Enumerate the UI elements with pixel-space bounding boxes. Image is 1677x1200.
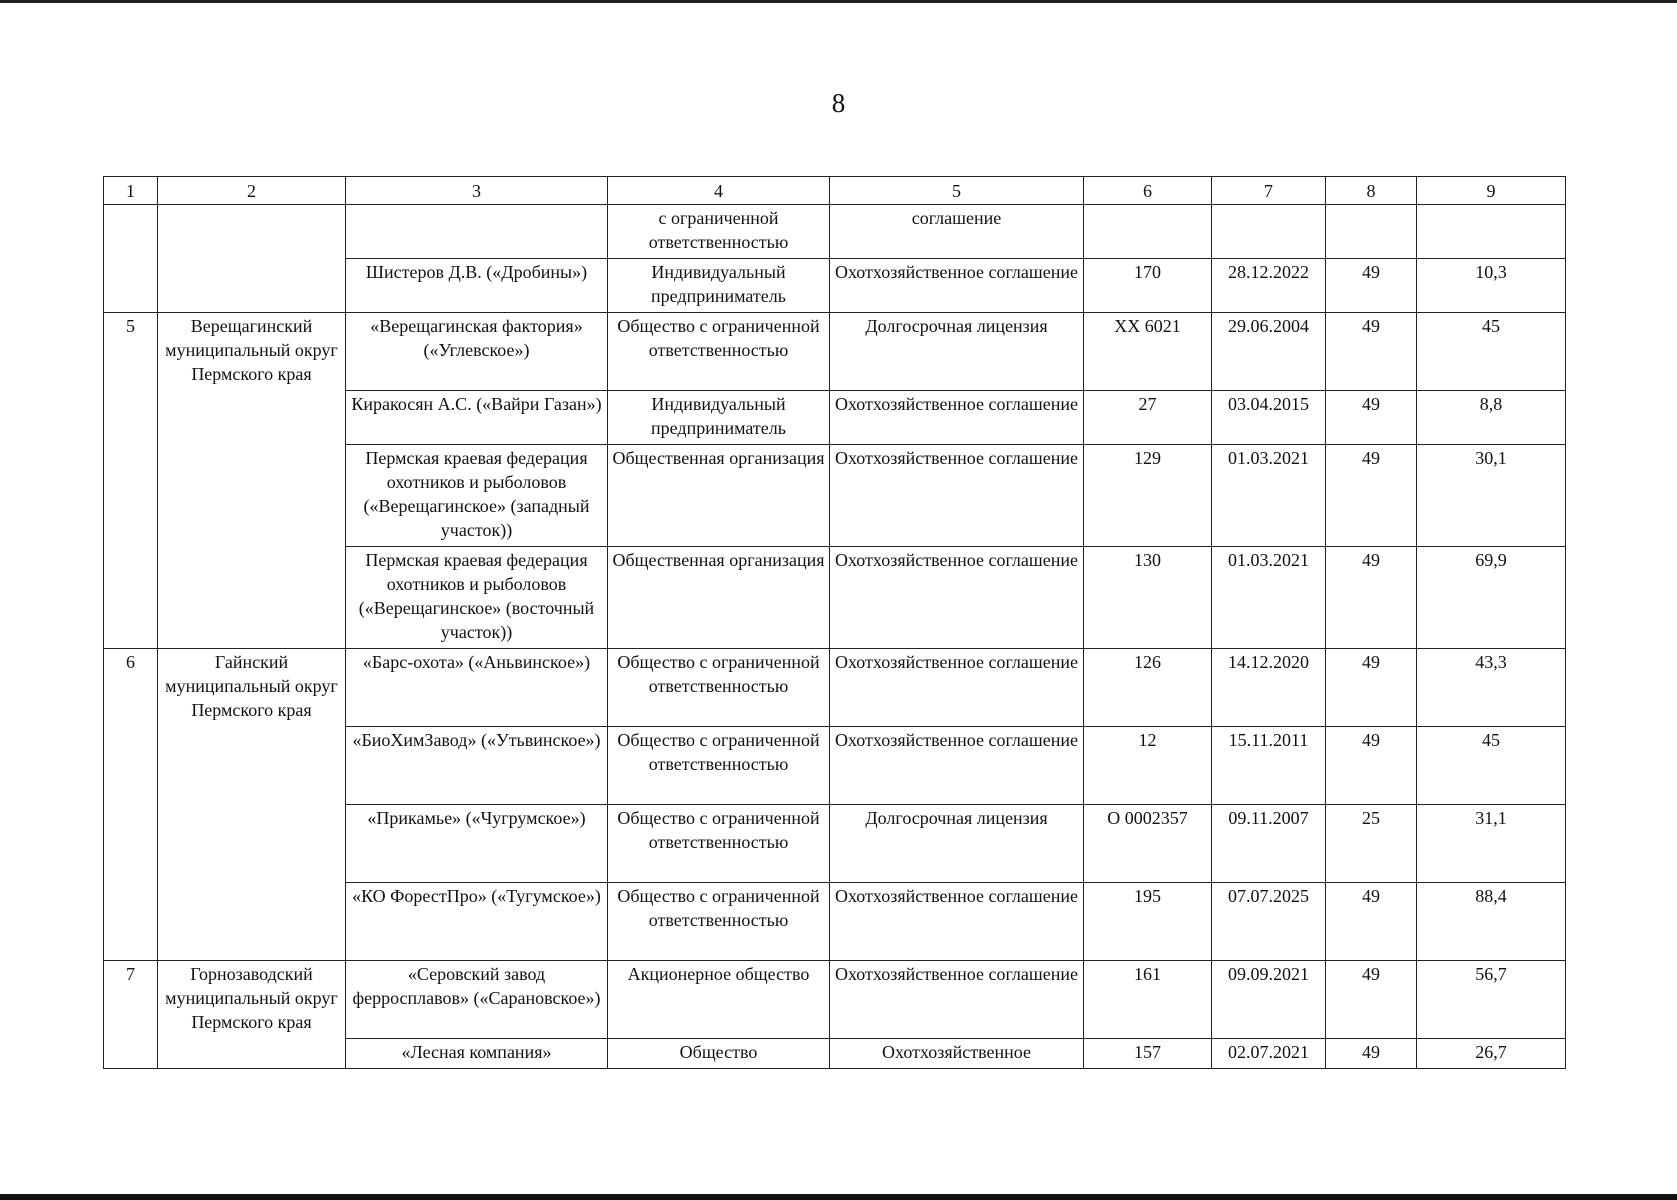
term-cell: 49	[1326, 445, 1417, 547]
document-type-cell: Охотхозяйственное соглашение	[830, 649, 1084, 727]
legal-form-cell: Общество	[608, 1039, 830, 1069]
document-number-cell: О 0002357	[1084, 805, 1212, 883]
column-header: 6	[1084, 177, 1212, 205]
legal-form-cell: с ограниченной ответственностью	[608, 205, 830, 259]
area-cell: 8,8	[1417, 391, 1566, 445]
term-cell: 49	[1326, 961, 1417, 1039]
legal-form-cell: Общественная организация	[608, 445, 830, 547]
district-cell: Гайнский муниципальный округ Пермского края	[158, 649, 346, 961]
column-header: 9	[1417, 177, 1566, 205]
document-date-cell: 14.12.2020	[1212, 649, 1326, 727]
area-cell: 10,3	[1417, 259, 1566, 313]
column-header: 7	[1212, 177, 1326, 205]
document-type-cell: Охотхозяйственное соглашение	[830, 391, 1084, 445]
user-name-cell: Пермская краевая федерация охотников и рыболовов («Верещагинское» (восточный участок))	[346, 547, 608, 649]
area-cell: 43,3	[1417, 649, 1566, 727]
row-number-cell: 6	[104, 649, 158, 961]
district-cell: Горнозаводский муниципальный округ Пермского края	[158, 961, 346, 1069]
row-number-cell	[104, 205, 158, 313]
term-cell: 49	[1326, 1039, 1417, 1069]
document-date-cell	[1212, 205, 1326, 259]
user-name-cell: «Лесная компания»	[346, 1039, 608, 1069]
user-name-cell: «Верещагинская фактория» («Углевское»)	[346, 313, 608, 391]
document-number-cell: ХХ 6021	[1084, 313, 1212, 391]
scan-top-edge	[0, 0, 1677, 3]
district-cell: Верещагинский муниципальный округ Пермского края	[158, 313, 346, 649]
document-number-cell: 157	[1084, 1039, 1212, 1069]
document-number-cell: 130	[1084, 547, 1212, 649]
document-number-cell: 129	[1084, 445, 1212, 547]
district-cell	[158, 205, 346, 313]
area-cell: 45	[1417, 313, 1566, 391]
term-cell: 49	[1326, 313, 1417, 391]
document-date-cell: 02.07.2021	[1212, 1039, 1326, 1069]
legal-form-cell: Индивидуальный предприниматель	[608, 259, 830, 313]
column-header: 3	[346, 177, 608, 205]
document-number-cell: 195	[1084, 883, 1212, 961]
document-date-cell: 09.11.2007	[1212, 805, 1326, 883]
term-cell: 49	[1326, 649, 1417, 727]
registry-table	[103, 176, 1566, 1069]
user-name-cell: «Серовский завод ферросплавов» («Сарановское»)	[346, 961, 608, 1039]
document-date-cell: 07.07.2025	[1212, 883, 1326, 961]
column-header: 4	[608, 177, 830, 205]
term-cell: 49	[1326, 259, 1417, 313]
area-cell	[1417, 205, 1566, 259]
scan-bottom-edge	[0, 1194, 1677, 1200]
document-date-cell: 15.11.2011	[1212, 727, 1326, 805]
legal-form-cell: Индивидуальный предприниматель	[608, 391, 830, 445]
user-name-cell: Пермская краевая федерация охотников и рыболовов («Верещагинское» (западный участок))	[346, 445, 608, 547]
document-date-cell: 01.03.2021	[1212, 547, 1326, 649]
row-number-cell: 5	[104, 313, 158, 649]
legal-form-cell: Общество с ограниченной ответственностью	[608, 883, 830, 961]
row-number-cell: 7	[104, 961, 158, 1069]
term-cell: 49	[1326, 391, 1417, 445]
document-date-cell: 01.03.2021	[1212, 445, 1326, 547]
table-row	[104, 205, 1566, 259]
user-name-cell	[346, 205, 608, 259]
user-name-cell: Шистеров Д.В. («Дробины»)	[346, 259, 608, 313]
user-name-cell: «Барс-охота» («Аньвинское»)	[346, 649, 608, 727]
document-type-cell: Охотхозяйственное соглашение	[830, 547, 1084, 649]
document-type-cell: Охотхозяйственное соглашение	[830, 883, 1084, 961]
document-type-cell: Охотхозяйственное соглашение	[830, 445, 1084, 547]
legal-form-cell: Общество с ограниченной ответственностью	[608, 805, 830, 883]
page-number: 8	[831, 88, 846, 118]
document-type-cell: Долгосрочная лицензия	[830, 313, 1084, 391]
table-row	[104, 313, 1566, 391]
table-row	[104, 649, 1566, 727]
column-header: 1	[104, 177, 158, 205]
user-name-cell: Киракосян А.С. («Вайри Газан»)	[346, 391, 608, 445]
document-date-cell: 28.12.2022	[1212, 259, 1326, 313]
area-cell: 88,4	[1417, 883, 1566, 961]
term-cell	[1326, 205, 1417, 259]
term-cell: 25	[1326, 805, 1417, 883]
area-cell: 30,1	[1417, 445, 1566, 547]
area-cell: 31,1	[1417, 805, 1566, 883]
column-header: 2	[158, 177, 346, 205]
document-type-cell: Охотхозяйственное	[830, 1039, 1084, 1069]
document-type-cell: Охотхозяйственное соглашение	[830, 259, 1084, 313]
document-number-cell: 161	[1084, 961, 1212, 1039]
document-type-cell: Охотхозяйственное соглашение	[830, 961, 1084, 1039]
document-number-cell	[1084, 205, 1212, 259]
table-row	[104, 961, 1566, 1039]
area-cell: 26,7	[1417, 1039, 1566, 1069]
document-date-cell: 29.06.2004	[1212, 313, 1326, 391]
document-number-cell: 126	[1084, 649, 1212, 727]
user-name-cell: «Прикамье» («Чугрумское»)	[346, 805, 608, 883]
document-date-cell: 03.04.2015	[1212, 391, 1326, 445]
legal-form-cell: Общество с ограниченной ответственностью	[608, 649, 830, 727]
area-cell: 56,7	[1417, 961, 1566, 1039]
column-number-row	[104, 177, 1566, 205]
term-cell: 49	[1326, 883, 1417, 961]
document-number-cell: 27	[1084, 391, 1212, 445]
legal-form-cell: Акционерное общество	[608, 961, 830, 1039]
column-header: 5	[830, 177, 1084, 205]
user-name-cell: «БиоХимЗавод» («Утьвинское»)	[346, 727, 608, 805]
legal-form-cell: Общество с ограниченной ответственностью	[608, 313, 830, 391]
document-type-cell: соглашение	[830, 205, 1084, 259]
area-cell: 45	[1417, 727, 1566, 805]
legal-form-cell: Общество с ограниченной ответственностью	[608, 727, 830, 805]
column-header: 8	[1326, 177, 1417, 205]
user-name-cell: «КО ФорестПро» («Тугумское»)	[346, 883, 608, 961]
term-cell: 49	[1326, 727, 1417, 805]
area-cell: 69,9	[1417, 547, 1566, 649]
document-number-cell: 12	[1084, 727, 1212, 805]
document-type-cell: Долгосрочная лицензия	[830, 805, 1084, 883]
term-cell: 49	[1326, 547, 1417, 649]
legal-form-cell: Общественная организация	[608, 547, 830, 649]
document-number-cell: 170	[1084, 259, 1212, 313]
document-type-cell: Охотхозяйственное соглашение	[830, 727, 1084, 805]
document-date-cell: 09.09.2021	[1212, 961, 1326, 1039]
